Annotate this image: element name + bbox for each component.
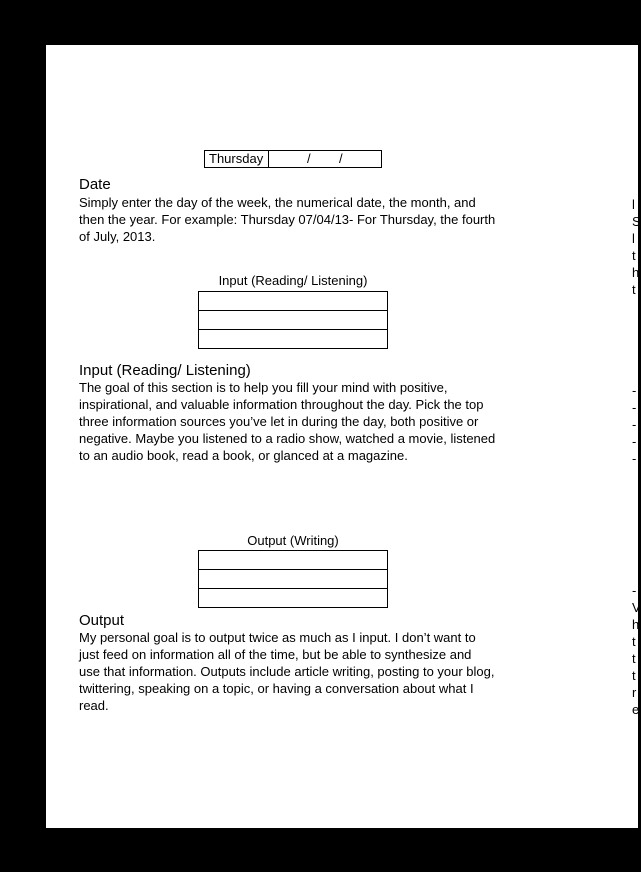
- edge-glyph: t: [632, 668, 636, 683]
- output-description-line: use that information. Outputs include article writing, posting to your blog,: [79, 664, 495, 679]
- input-description: [79, 379, 519, 464]
- edge-glyph: t: [632, 282, 636, 297]
- date-description-line: then the year. For example: Thursday 07/04/13- For Thursday, the fourth: [79, 212, 496, 227]
- edge-glyph: -: [632, 383, 637, 398]
- input-description-line: inspirational, and valuable information throughout the day. Pick the top: [79, 397, 484, 412]
- date-heading: Date: [79, 176, 111, 193]
- edge-glyph: -: [632, 417, 637, 432]
- output-form-row-2[interactable]: [199, 570, 387, 589]
- output-form-table: [198, 550, 388, 608]
- edge-glyph: r: [632, 685, 637, 700]
- edge-glyph: -: [632, 400, 637, 415]
- output-form-row-3[interactable]: [199, 589, 387, 607]
- date-day-cell: Thursday: [205, 151, 269, 167]
- edge-glyph: l: [632, 231, 635, 246]
- date-description: [79, 194, 519, 245]
- input-description-line: to an audio book, read a book, or glanced at a magazine.: [79, 448, 408, 463]
- right-edge-text-group-1: [632, 196, 641, 298]
- output-form-label: Output (Writing): [247, 533, 339, 548]
- input-form-row-2[interactable]: [199, 311, 387, 330]
- date-slash-1: /: [307, 151, 311, 166]
- edge-glyph: t: [632, 651, 636, 666]
- output-description-line: just feed on information all of the time, but be able to synthesize and: [79, 647, 472, 662]
- input-form-row-3[interactable]: [199, 330, 387, 348]
- edge-glyph: e: [632, 702, 640, 717]
- input-form-table: [198, 291, 388, 349]
- date-description-line: Simply enter the day of the week, the numerical date, the month, and: [79, 195, 476, 210]
- date-entry-box[interactable]: [204, 150, 382, 168]
- edge-glyph: -: [632, 451, 637, 466]
- edge-glyph: t: [632, 248, 636, 263]
- input-form-row-1[interactable]: [199, 292, 387, 311]
- edge-glyph: V: [632, 600, 641, 615]
- edge-glyph: h: [632, 617, 640, 632]
- output-description-line: read.: [79, 698, 109, 713]
- input-heading: Input (Reading/ Listening): [79, 362, 251, 379]
- date-numeric-cell: [269, 151, 381, 167]
- output-heading: Output: [79, 612, 125, 629]
- edge-glyph: S: [632, 214, 641, 229]
- output-description: [79, 629, 519, 714]
- right-edge-text-group-3: [632, 582, 641, 718]
- date-slash-2: /: [339, 151, 343, 166]
- document-page: [46, 45, 641, 828]
- input-description-line: three information sources you’ve let in during the day, both positive or: [79, 414, 479, 429]
- input-description-line: negative. Maybe you listened to a radio show, watched a movie, listened: [79, 431, 496, 446]
- output-description-line: twittering, speaking on a topic, or having a conversation about what I: [79, 681, 474, 696]
- date-description-line: of July, 2013.: [79, 229, 156, 244]
- input-description-line: The goal of this section is to help you fill your mind with positive,: [79, 380, 448, 395]
- edge-glyph: l: [632, 197, 635, 212]
- output-description-line: My personal goal is to output twice as much as I input. I don’t want to: [79, 630, 476, 645]
- right-edge-text-group-2: [632, 382, 636, 467]
- edge-glyph: -: [632, 434, 637, 449]
- edge-glyph: h: [632, 265, 640, 280]
- edge-glyph: t: [632, 634, 636, 649]
- input-form-label: Input (Reading/ Listening): [218, 273, 368, 288]
- output-form-row-1[interactable]: [199, 551, 387, 570]
- edge-glyph: -: [632, 583, 637, 598]
